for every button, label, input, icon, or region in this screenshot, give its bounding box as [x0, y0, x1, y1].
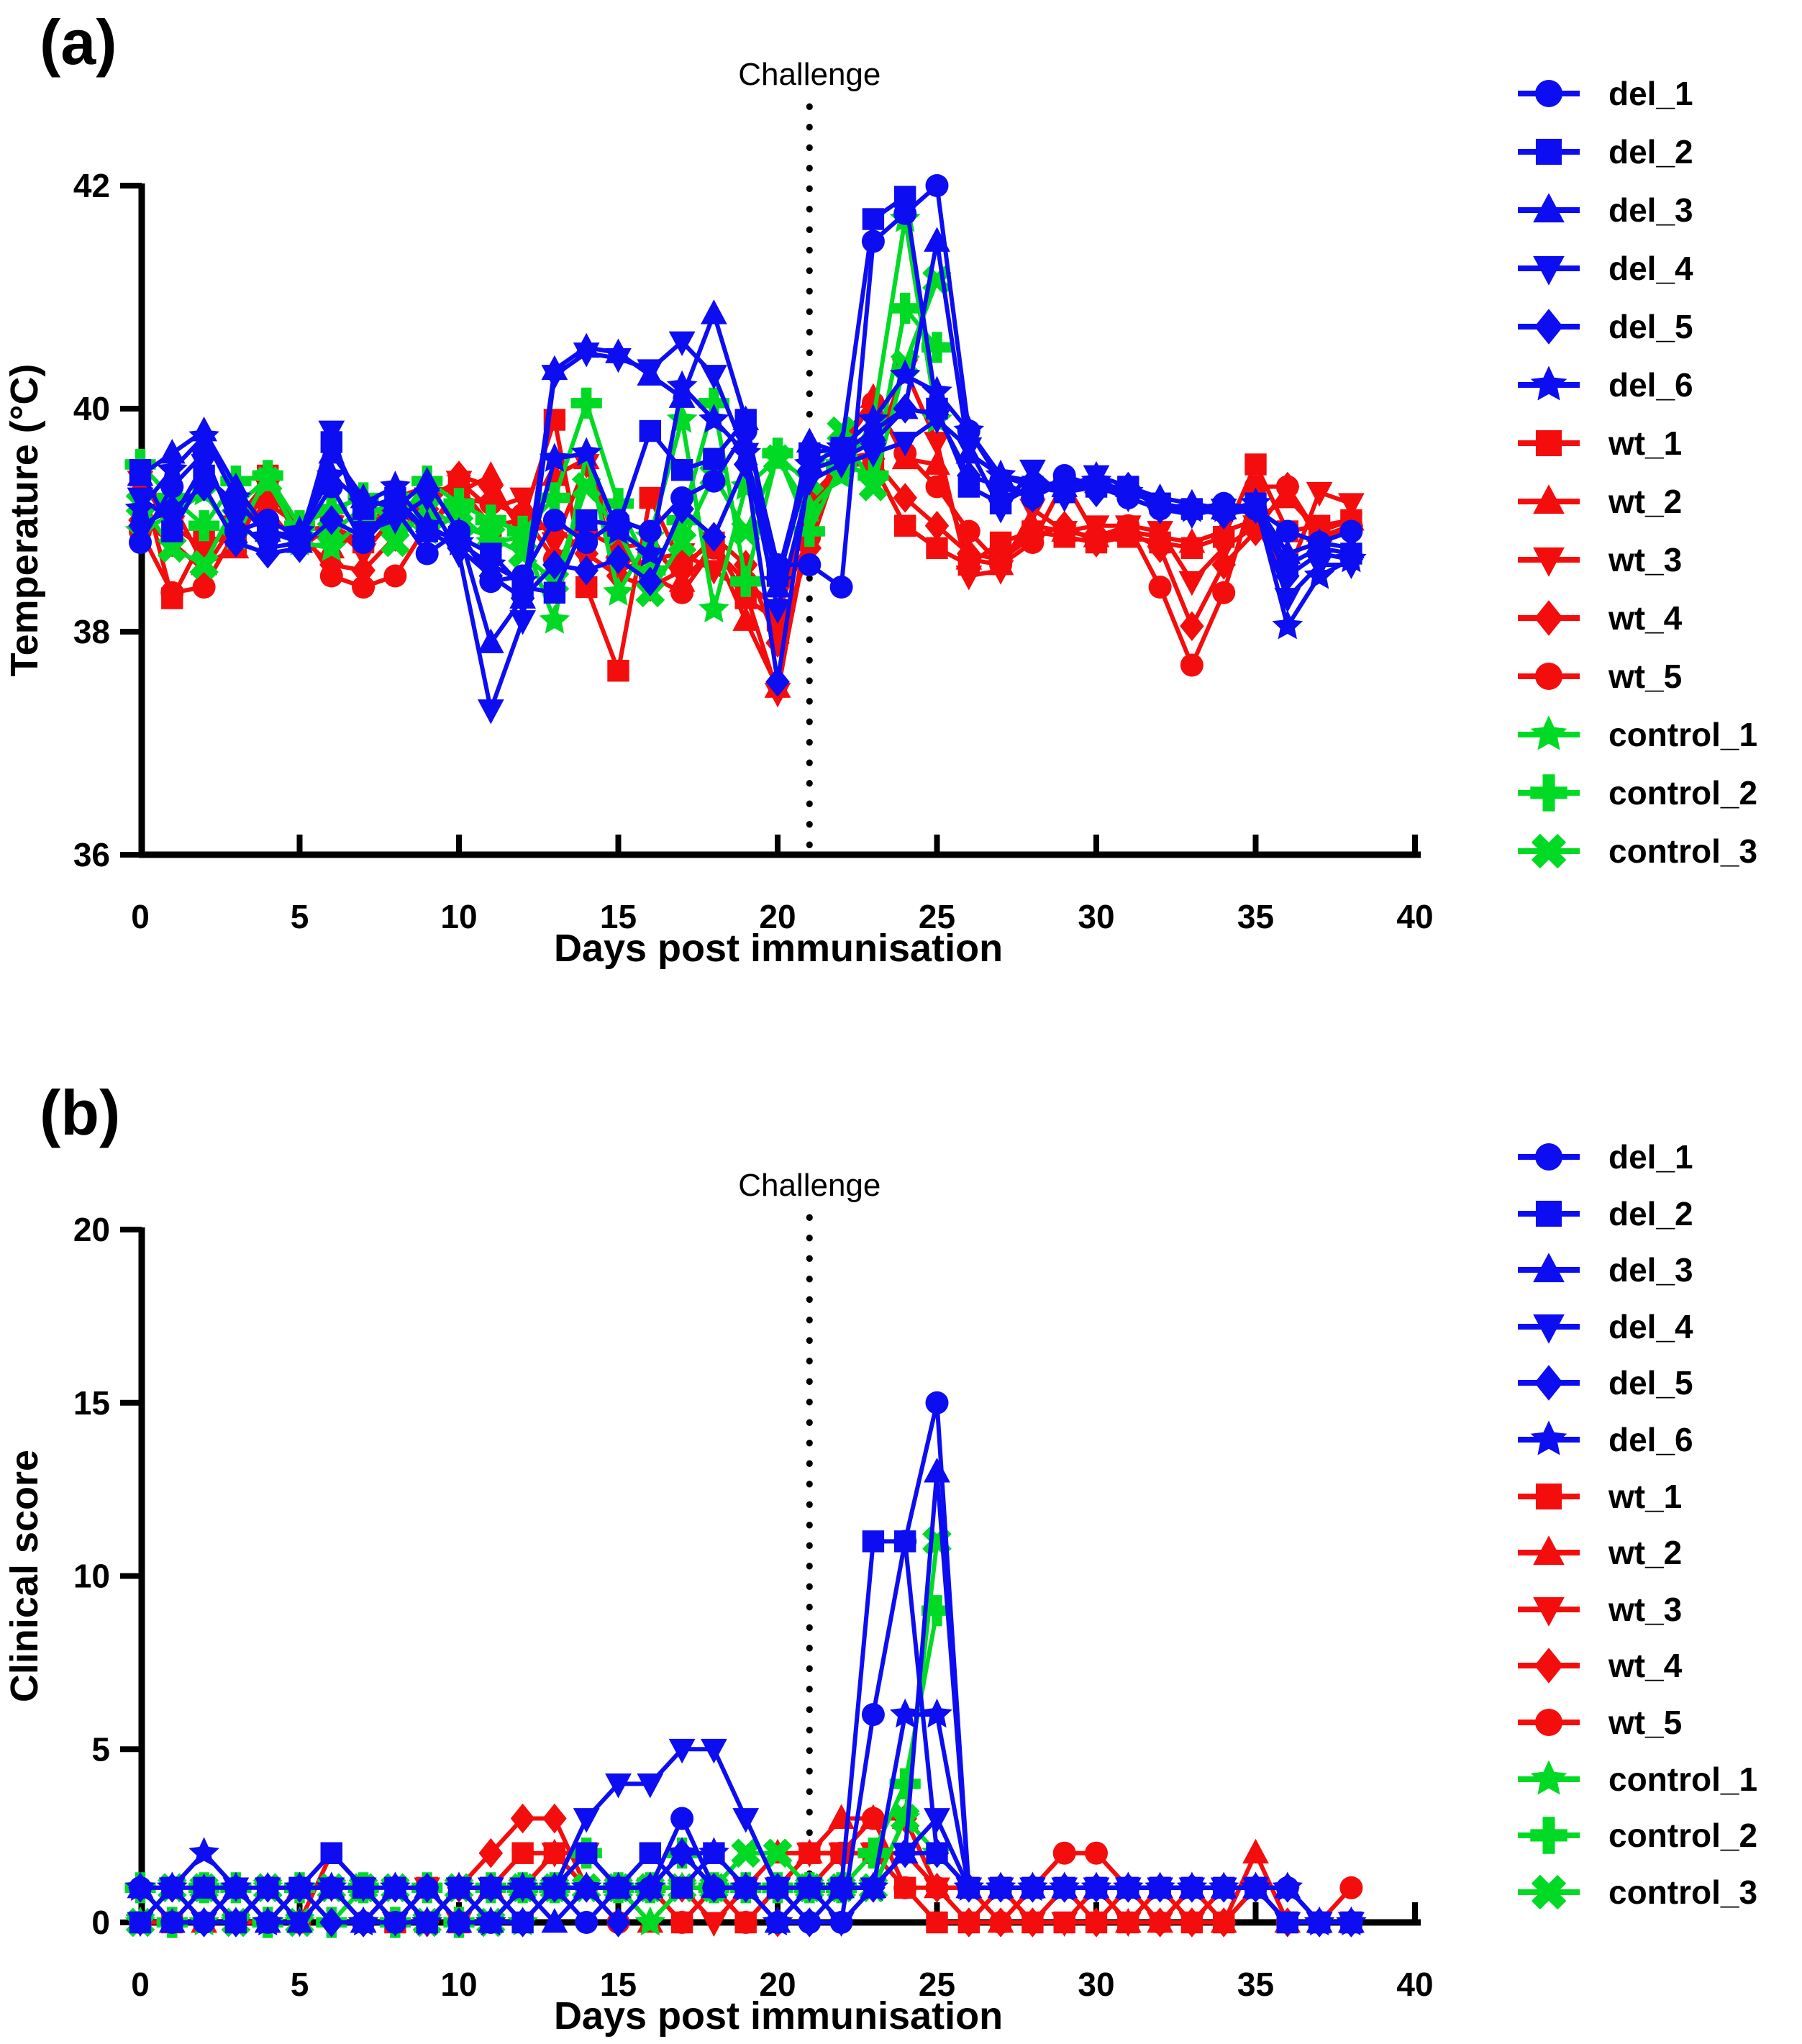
legend-item-control_1: [1516, 1761, 1757, 1798]
y-tick-label: 10: [73, 1557, 110, 1595]
x-tick-label: 35: [1237, 898, 1275, 935]
legend-item-wt_3: [1516, 541, 1682, 578]
x-tick-label: 25: [918, 898, 956, 935]
diamond-icon: [1516, 308, 1581, 345]
legend-label: del_5: [1608, 308, 1693, 345]
y-tick-label: 5: [91, 1730, 110, 1768]
legend-item-control_2: [1516, 774, 1757, 812]
x-tick-label: 15: [599, 1966, 637, 2003]
panel-a-label: (a): [40, 6, 117, 78]
legend-label: del_6: [1608, 1421, 1693, 1458]
legend-item-wt_2: [1516, 1534, 1682, 1571]
legend-label: del_5: [1608, 1364, 1693, 1402]
x-tick-label: 5: [290, 898, 309, 935]
x-tick-label: 10: [440, 1966, 478, 2003]
legend-item-del_4: [1516, 1308, 1693, 1345]
legend-label: control_3: [1608, 832, 1758, 870]
legend-label: wt_2: [1608, 483, 1683, 520]
x-tick-label: 35: [1237, 1966, 1275, 2003]
legend-label: control_3: [1608, 1873, 1758, 1911]
legend-item-wt_2: [1516, 483, 1682, 520]
x-tick-label: 40: [1396, 898, 1434, 935]
legend-label: control_1: [1608, 1760, 1758, 1798]
circle-icon: [1516, 658, 1581, 695]
y-tick-label: 0: [91, 1904, 110, 1941]
x-tick-label: 20: [759, 898, 796, 935]
legend-item-control_1: [1516, 716, 1757, 753]
circle-icon: [1516, 75, 1581, 112]
series-control_3: [118, 258, 959, 614]
legend-label: del_3: [1608, 191, 1693, 229]
legend-label: wt_1: [1608, 424, 1683, 462]
y-axis-title: Temperature (°C): [3, 363, 46, 677]
square-icon: [1516, 1195, 1581, 1232]
legend-label: control_2: [1608, 1817, 1758, 1855]
legend-label: wt_1: [1608, 1477, 1683, 1515]
legend-item-control_3: [1516, 1873, 1757, 1911]
x-tick-label: 40: [1396, 1966, 1434, 2003]
diamond-icon: [1516, 1647, 1581, 1684]
star-icon: [1516, 366, 1581, 404]
cross-icon: [1516, 832, 1581, 870]
legend-item-del_1: [1516, 1138, 1693, 1176]
square-icon: [1516, 133, 1581, 171]
legend-item-del_4: [1516, 250, 1693, 287]
x-tick-label: 25: [918, 1966, 956, 2003]
y-axis-title: Clinical score: [3, 1449, 46, 1703]
legend-item-del_5: [1516, 308, 1693, 345]
legend-label: wt_4: [1608, 1647, 1683, 1685]
legend-item-del_2: [1516, 1195, 1693, 1232]
x-tick-label: 0: [131, 898, 150, 935]
diamond-icon: [1516, 599, 1581, 637]
x-tick-label: 5: [290, 1966, 309, 2003]
triangle-down-icon: [1516, 1308, 1581, 1345]
legend-item-del_1: [1516, 75, 1693, 112]
legend-label: del_2: [1608, 133, 1693, 171]
plus-icon: [1516, 1817, 1581, 1854]
legend-item-del_3: [1516, 1251, 1693, 1289]
triangle-up-icon: [1516, 1251, 1581, 1289]
star-icon: [1516, 1761, 1581, 1798]
legend-label: del_2: [1608, 1194, 1693, 1232]
legend-item-wt_3: [1516, 1591, 1682, 1628]
triangle-up-icon: [1516, 191, 1581, 229]
y-tick-label: 38: [73, 613, 110, 650]
x-tick-label: 0: [131, 1966, 150, 2003]
legend-label: del_1: [1608, 1138, 1693, 1176]
legend-item-del_6: [1516, 1421, 1693, 1458]
legend-item-del_3: [1516, 191, 1693, 229]
legend-item-control_3: [1516, 832, 1757, 870]
triangle-down-icon: [1516, 1591, 1581, 1628]
legend-label: del_4: [1608, 1307, 1693, 1345]
legend-label: wt_2: [1608, 1534, 1683, 1572]
y-tick-label: 36: [73, 836, 110, 873]
legend-label: control_1: [1608, 716, 1758, 753]
legend-label: wt_5: [1608, 1704, 1683, 1741]
x-axis-title: Days post immunisation: [553, 1994, 1004, 2038]
x-tick-label: 30: [1078, 1966, 1115, 2003]
y-tick-label: 20: [73, 1211, 110, 1248]
triangle-up-icon: [1516, 483, 1581, 520]
y-tick-label: 42: [73, 167, 110, 204]
legend-item-wt_1: [1516, 424, 1682, 462]
y-tick-label: 15: [73, 1384, 110, 1422]
legend-label: del_1: [1608, 75, 1693, 112]
triangle-down-icon: [1516, 250, 1581, 287]
legend-label: wt_3: [1608, 541, 1683, 578]
circle-icon: [1516, 1138, 1581, 1176]
series-del_3: [127, 1458, 1365, 1932]
legend-item-del_5: [1516, 1364, 1693, 1402]
x-tick-label: 30: [1078, 898, 1115, 935]
x-tick-label: 15: [599, 898, 637, 935]
legend-item-control_2: [1516, 1817, 1757, 1854]
star-icon: [1516, 1421, 1581, 1458]
legend-item-del_2: [1516, 133, 1693, 171]
y-tick-label: 40: [73, 390, 110, 427]
legend-item-wt_1: [1516, 1478, 1682, 1515]
legend-item-del_6: [1516, 366, 1693, 404]
legend-label: del_6: [1608, 366, 1693, 404]
cross-icon: [1516, 1873, 1581, 1911]
legend-item-wt_5: [1516, 1704, 1682, 1741]
x-tick-label: 20: [759, 1966, 796, 2003]
legend-label: wt_4: [1608, 599, 1683, 637]
challenge-label: Challenge: [738, 57, 881, 92]
legend-label: wt_3: [1608, 1590, 1683, 1628]
triangle-up-icon: [1516, 1534, 1581, 1571]
square-icon: [1516, 424, 1581, 462]
x-tick-label: 10: [440, 898, 478, 935]
legend-label: del_4: [1608, 250, 1693, 287]
diamond-icon: [1516, 1364, 1581, 1402]
legend-item-wt_4: [1516, 599, 1682, 637]
x-axis-title: Days post immunisation: [553, 927, 1004, 970]
legend-item-wt_5: [1516, 658, 1682, 695]
legend-label: wt_5: [1608, 658, 1683, 695]
legend-label: control_2: [1608, 774, 1758, 812]
legend-item-wt_4: [1516, 1647, 1682, 1684]
star-icon: [1516, 716, 1581, 753]
challenge-label: Challenge: [738, 1168, 881, 1203]
legend-label: del_3: [1608, 1251, 1693, 1289]
square-icon: [1516, 1478, 1581, 1515]
triangle-down-icon: [1516, 541, 1581, 578]
panel-b-label: (b): [40, 1077, 121, 1148]
circle-icon: [1516, 1704, 1581, 1741]
plus-icon: [1516, 774, 1581, 812]
